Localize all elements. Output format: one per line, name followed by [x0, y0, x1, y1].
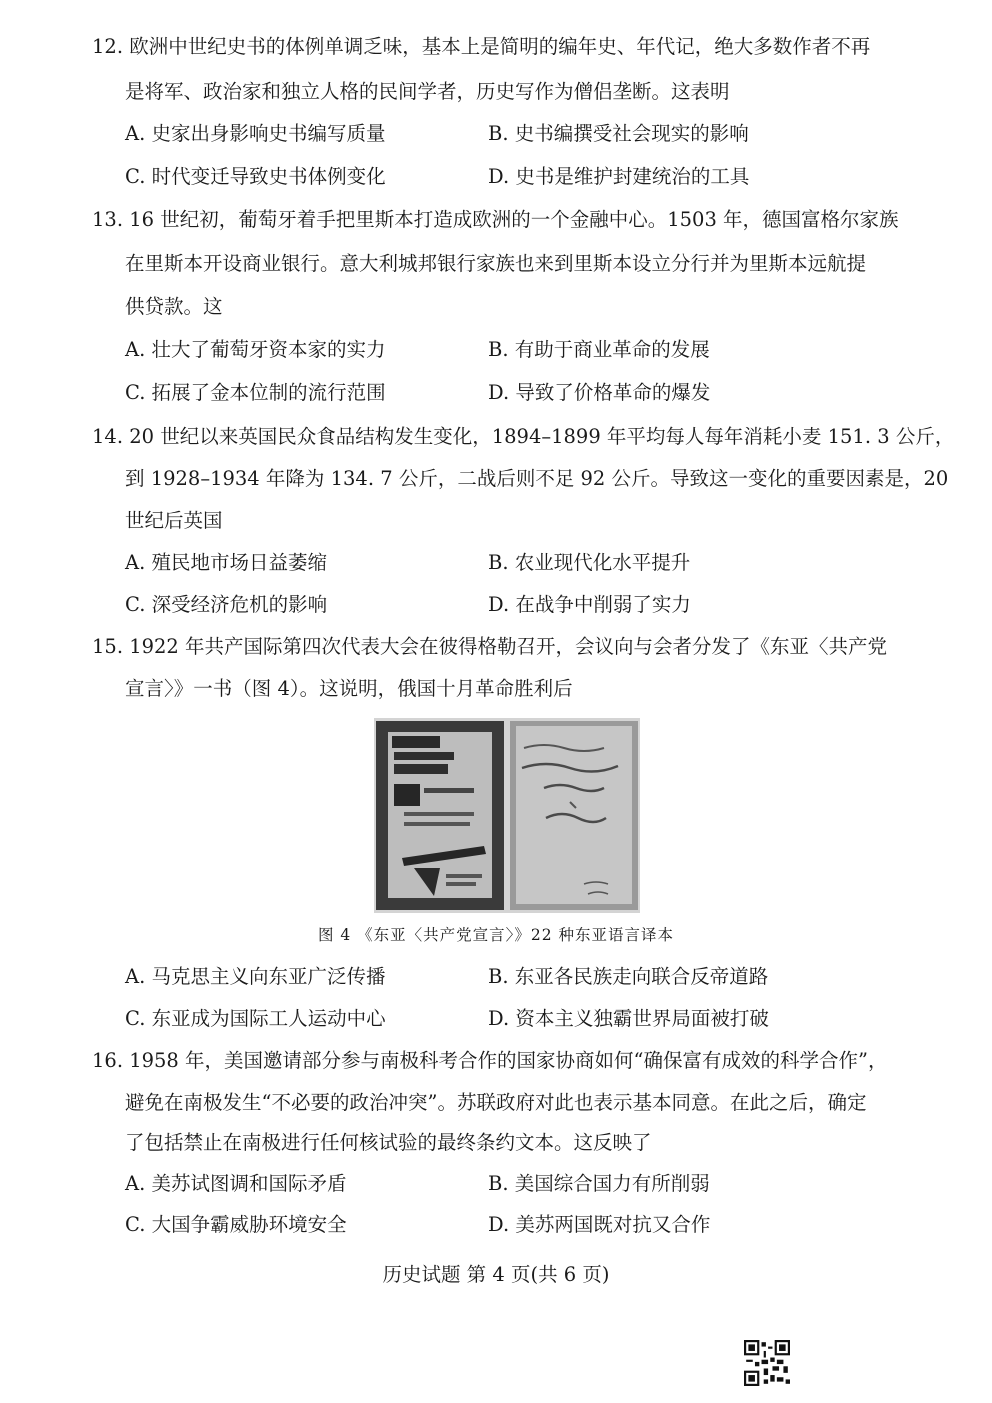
question-stem-line: 14. 20 世纪以来英国民众食品结构发生变化，1894–1899 年平均每人每年消耗小麦 151. 3 公斤， [92, 425, 955, 448]
figure-caption: 图 4 《东亚〈共产党宣言〉》22 种东亚语言译本 [317, 926, 675, 944]
question-stem-line: 到 1928–1934 年降为 134. 7 公斤，二战后则不足 92 公斤。导致这一变化的重要因素是，20 [125, 467, 949, 490]
option-c: C. 深受经济危机的影响 [125, 593, 328, 616]
qr-code-icon [744, 1340, 790, 1386]
question-stem-line: 15. 1922 年共产国际第四次代表大会在彼得格勒召开，会议向与会者分发了《东亚〈共产党 [92, 635, 888, 658]
option-b: B. 农业现代化水平提升 [488, 551, 691, 574]
option-b: B. 史书编撰受社会现实的影响 [488, 122, 749, 145]
option-c: C. 大国争霸威胁环境安全 [125, 1213, 347, 1236]
option-d: D. 史书是维护封建统治的工具 [488, 165, 750, 188]
question-stem-line: 避免在南极发生“不必要的政治冲突”。苏联政府对此也表示基本同意。在此之后，确定 [125, 1091, 867, 1114]
option-b: B. 美国综合国力有所削弱 [488, 1172, 710, 1195]
question-stem-line: 16. 1958 年，美国邀请部分参与南极科考合作的国家协商如何“确保富有成效的科学合作”， [92, 1049, 888, 1072]
question-stem-line: 世纪后英国 [125, 509, 223, 532]
right-book-cover [510, 721, 638, 910]
option-c: C. 拓展了金本位制的流行范围 [125, 381, 386, 404]
option-a: A. 殖民地市场日益萎缩 [125, 551, 327, 574]
option-c: C. 时代变迁导致史书体例变化 [125, 165, 386, 188]
option-d: D. 美苏两国既对抗又合作 [488, 1213, 711, 1236]
question-stem-line: 在里斯本开设商业银行。意大利城邦银行家族也来到里斯本设立分行并为里斯本远航提 [125, 252, 867, 275]
option-b: B. 东亚各民族走向联合反帝道路 [488, 965, 769, 988]
option-a: A. 壮大了葡萄牙资本家的实力 [125, 338, 386, 361]
question-stem-line: 宣言〉》一书（图 4）。这说明，俄国十月革命胜利后 [125, 677, 573, 700]
question-stem-line: 了包括禁止在南极进行任何核试验的最终条约文本。这反映了 [125, 1131, 652, 1154]
option-d: D. 导致了价格革命的爆发 [488, 381, 711, 404]
option-d: D. 在战争中削弱了实力 [488, 593, 691, 616]
book-cover-photo [374, 718, 640, 913]
option-a: A. 美苏试图调和国际矛盾 [125, 1172, 347, 1195]
option-d: D. 资本主义独霸世界局面被打破 [488, 1007, 769, 1030]
option-a: A. 史家出身影响史书编写质量 [125, 122, 386, 145]
question-stem-line: 12. 欧洲中世纪史书的体例单调乏味，基本上是简明的编年史、年代记，绝大多数作者不再 [92, 35, 871, 58]
option-a: A. 马克思主义向东亚广泛传播 [125, 965, 386, 988]
left-book-cover [376, 721, 504, 910]
option-c: C. 东亚成为国际工人运动中心 [125, 1007, 386, 1030]
question-stem-line: 供贷款。这 [125, 295, 223, 318]
question-stem-line: 是将军、政治家和独立人格的民间学者，历史写作为僧侣垄断。这表明 [125, 80, 730, 103]
question-stem-line: 13. 16 世纪初，葡萄牙着手把里斯本打造成欧洲的一个金融中心。1503 年，德国富格尔家族 [92, 208, 899, 231]
option-b: B. 有助于商业革命的发展 [488, 338, 710, 361]
page-footer: 历史试题 第 4 页(共 6 页) [382, 1263, 610, 1286]
